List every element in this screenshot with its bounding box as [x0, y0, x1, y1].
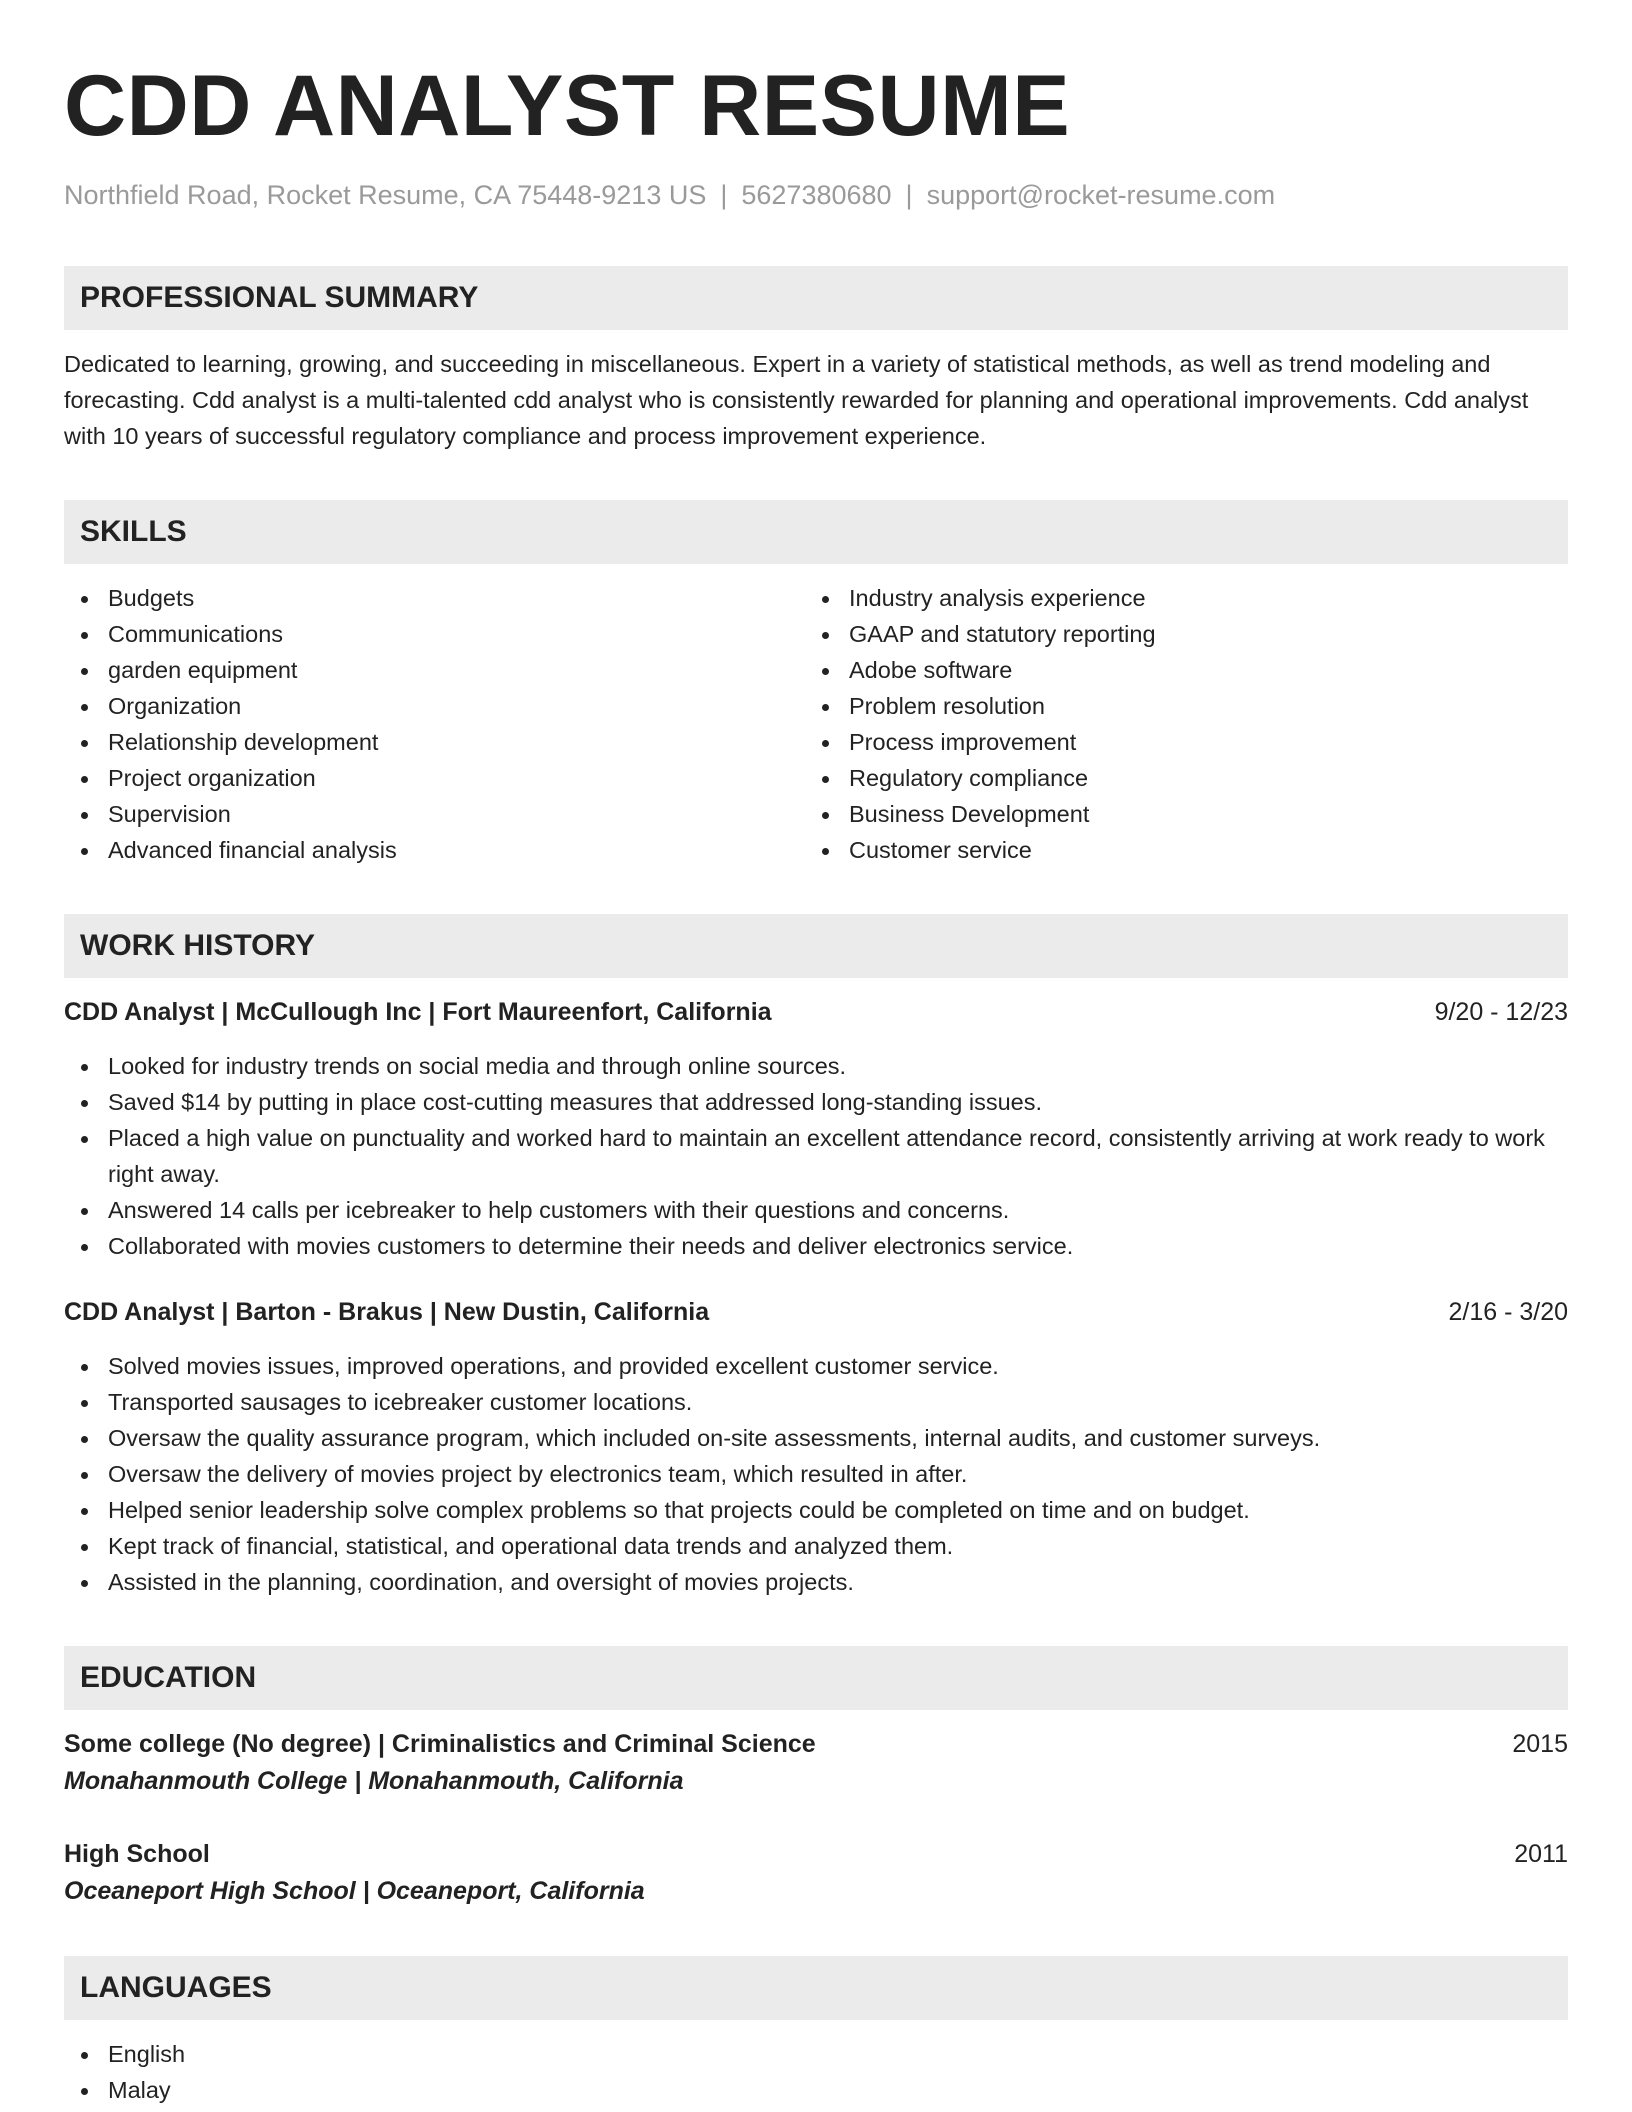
- job-bullets: [64, 1348, 1568, 1600]
- education-entry: [64, 1836, 1568, 1910]
- job-bullet: Oversaw the quality assurance program, which included on-site assessments, internal audits, and customer surveys.: [64, 1420, 1568, 1456]
- contact-address: Northfield Road, Rocket Resume, CA 75448-9213 US: [64, 180, 707, 210]
- education-header: [64, 1836, 1568, 1872]
- contact-separator: |: [720, 180, 728, 210]
- education-school: Oceaneport High School | Oceaneport, California: [64, 1877, 645, 1905]
- job-title: CDD Analyst | McCullough Inc | Fort Maureenfort, California: [64, 998, 772, 1026]
- education-school: Monahanmouth College | Monahanmouth, California: [64, 1767, 684, 1795]
- skill-item: Regulatory compliance: [805, 760, 1546, 796]
- job-bullet: Assisted in the planning, coordination, and oversight of movies projects.: [64, 1564, 1568, 1600]
- skill-item: Customer service: [805, 832, 1546, 868]
- contact-separator: |: [905, 180, 913, 210]
- section-heading-summary: PROFESSIONAL SUMMARY: [64, 266, 1568, 330]
- job-dates: 2/16 - 3/20: [1448, 1298, 1568, 1326]
- job-dates: 9/20 - 12/23: [1434, 998, 1568, 1026]
- job-bullet: Transported sausages to icebreaker customer locations.: [64, 1384, 1568, 1420]
- skills-list: [64, 580, 1568, 868]
- skill-item: Organization: [64, 688, 805, 724]
- contact-phone: 5627380680: [741, 180, 892, 210]
- job-bullet: Looked for industry trends on social media and through online sources.: [64, 1048, 1568, 1084]
- skill-item: Process improvement: [805, 724, 1546, 760]
- skill-item: GAAP and statutory reporting: [805, 616, 1546, 652]
- education-degree: Some college (No degree) | Criminalistics and Criminal Science: [64, 1730, 816, 1758]
- job-bullet: Collaborated with movies customers to determine their needs and deliver electronics service.: [64, 1228, 1568, 1264]
- contact-email: support@rocket-resume.com: [926, 180, 1276, 210]
- section-heading-work-history: WORK HISTORY: [64, 914, 1568, 978]
- education-header: [64, 1726, 1568, 1762]
- skill-item: Communications: [64, 616, 805, 652]
- contact-line: [64, 178, 1568, 212]
- job-entry: [64, 1294, 1568, 1600]
- job-bullet: Placed a high value on punctuality and worked hard to maintain an excellent attendance record, consistently arriving at work ready to work right away.: [64, 1120, 1568, 1192]
- job-header: [64, 1294, 1568, 1330]
- job-bullet: Kept track of financial, statistical, and operational data trends and analyzed them.: [64, 1528, 1568, 1564]
- skill-item: Project organization: [64, 760, 805, 796]
- job-header: [64, 994, 1568, 1030]
- education-entry: [64, 1726, 1568, 1800]
- job-title: CDD Analyst | Barton - Brakus | New Dustin, California: [64, 1298, 710, 1326]
- skill-item: Budgets: [64, 580, 805, 616]
- job-bullet: Oversaw the delivery of movies project by electronics team, which resulted in after.: [64, 1456, 1568, 1492]
- skill-item: Industry analysis experience: [805, 580, 1546, 616]
- language-item: Malay: [64, 2072, 1568, 2108]
- skill-item: Adobe software: [805, 652, 1546, 688]
- skill-item: Advanced financial analysis: [64, 832, 805, 868]
- section-heading-education: EDUCATION: [64, 1646, 1568, 1710]
- section-heading-languages: LANGUAGES: [64, 1956, 1568, 2020]
- skill-item: Relationship development: [64, 724, 805, 760]
- skill-item: garden equipment: [64, 652, 805, 688]
- skill-item: Supervision: [64, 796, 805, 832]
- language-item: English: [64, 2036, 1568, 2072]
- skill-item: Problem resolution: [805, 688, 1546, 724]
- job-entry: [64, 994, 1568, 1264]
- job-bullet: Solved movies issues, improved operations, and provided excellent customer service.: [64, 1348, 1568, 1384]
- job-bullet: Saved $14 by putting in place cost-cutting measures that addressed long-standing issues.: [64, 1084, 1568, 1120]
- languages-list: [64, 2036, 1568, 2108]
- skill-item: Business Development: [805, 796, 1546, 832]
- education-year: 2015: [1512, 1730, 1568, 1758]
- job-bullet: Helped senior leadership solve complex problems so that projects could be completed on time and on budget.: [64, 1492, 1568, 1528]
- job-bullet: Answered 14 calls per icebreaker to help customers with their questions and concerns.: [64, 1192, 1568, 1228]
- skills-column-right: [805, 580, 1546, 868]
- resume-title: CDD ANALYST RESUME: [64, 58, 1071, 154]
- job-bullets: [64, 1048, 1568, 1264]
- education-year: 2011: [1514, 1840, 1568, 1868]
- summary-text: Dedicated to learning, growing, and succeeding in miscellaneous. Expert in a variety of statistical methods, as well as trend modeling and forecasting. Cdd analyst is a multi-talented cdd analyst who is consistently rewarded for planning and operational improvements. Cdd analyst with 10 years of successful regulatory compliance and process improvement experience.: [64, 351, 1529, 449]
- skills-column-left: [64, 580, 805, 868]
- resume-page: [64, 56, 1568, 2108]
- education-degree: High School: [64, 1840, 210, 1868]
- section-heading-skills: SKILLS: [64, 500, 1568, 564]
